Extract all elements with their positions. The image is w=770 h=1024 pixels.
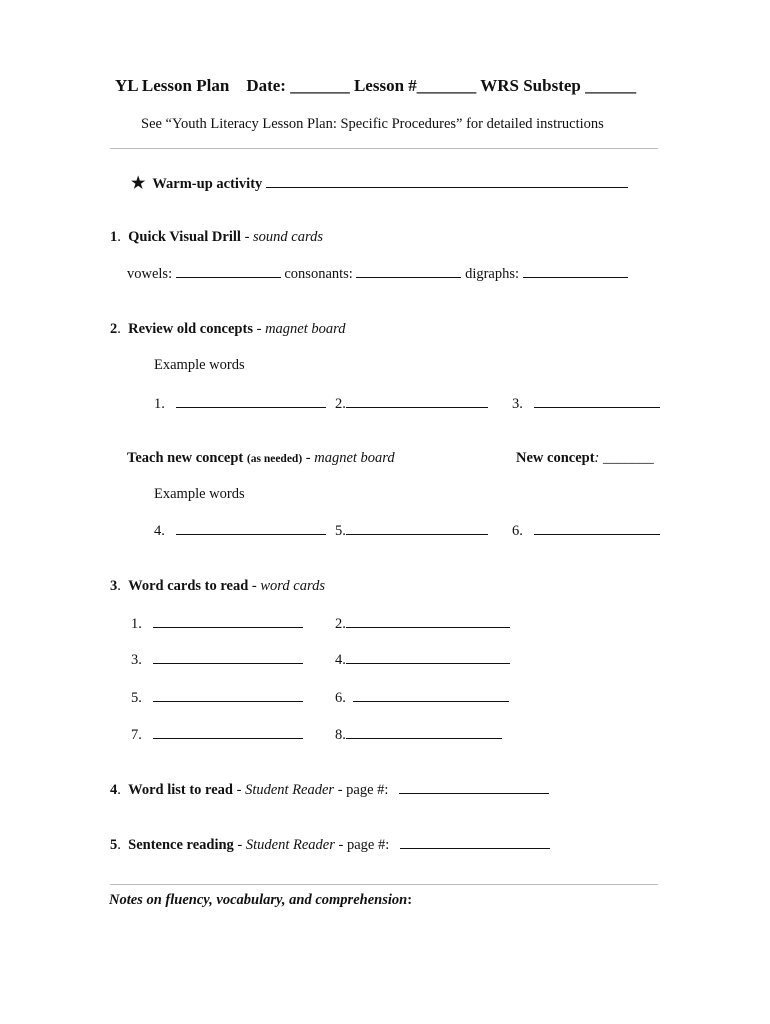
page-title-line bbox=[115, 76, 636, 96]
new-blank-4 bbox=[176, 533, 326, 535]
new-concept-label: New concept bbox=[516, 450, 595, 466]
word-card-7: 7. bbox=[131, 727, 303, 744]
section2-heading: 2. Review old concepts - magnet board bbox=[110, 321, 346, 337]
word-card-4: 4. bbox=[335, 652, 510, 669]
review-item-1: 1. bbox=[154, 396, 326, 413]
word-card-blank-7 bbox=[153, 737, 303, 739]
word-card-blank-1 bbox=[153, 626, 303, 628]
example-words-label: Example words bbox=[154, 357, 245, 373]
section5-material: Student Reader bbox=[245, 837, 335, 853]
warmup-blank bbox=[266, 186, 628, 188]
section1-title: Quick Visual Drill bbox=[128, 229, 241, 245]
consonants-label: consonants: bbox=[284, 266, 353, 282]
teach-title: Teach new concept bbox=[127, 450, 244, 466]
substep-blank: ______ bbox=[585, 76, 637, 95]
section3-material: word cards bbox=[260, 578, 325, 594]
section1-fields bbox=[127, 266, 628, 283]
new-concept-blank: _______ bbox=[603, 450, 654, 466]
word-card-blank-8 bbox=[346, 737, 502, 739]
word-card-blank-2 bbox=[346, 626, 510, 628]
review-item-3: 3. bbox=[512, 396, 660, 413]
word-card-blank-5 bbox=[153, 700, 303, 702]
word-card-1: 1. bbox=[131, 616, 303, 633]
word-card-blank-6 bbox=[353, 700, 509, 702]
section4-page-label: - page #: bbox=[334, 782, 389, 798]
vowels-label: vowels: bbox=[127, 266, 173, 282]
warmup-row bbox=[131, 173, 628, 193]
lesson-label: Lesson # bbox=[353, 76, 417, 95]
new-item-6: 6. bbox=[512, 523, 660, 540]
review-item-2: 2. bbox=[335, 396, 488, 413]
review-blank-3 bbox=[534, 406, 660, 408]
section4-number: 4 bbox=[110, 782, 118, 798]
word-card-5: 5. bbox=[131, 690, 303, 707]
notes-divider bbox=[110, 884, 658, 885]
page-subtitle: See “Youth Literacy Lesson Plan: Specific Procedures” for detailed instructions bbox=[141, 116, 604, 132]
teach-note: (as needed) bbox=[246, 453, 303, 465]
header-divider bbox=[110, 148, 658, 149]
date-blank: _______ bbox=[290, 76, 350, 95]
section1-heading: 1. Quick Visual Drill - sound cards bbox=[110, 229, 323, 245]
section2-dash: - bbox=[252, 321, 266, 337]
date-label: Date: bbox=[246, 76, 286, 95]
section5-page-blank bbox=[400, 847, 550, 849]
section1-number: 1 bbox=[110, 229, 118, 245]
word-card-blank-3 bbox=[153, 662, 303, 664]
warmup-label: Warm-up activity bbox=[152, 176, 263, 192]
section3-title: Word cards to read bbox=[128, 578, 249, 594]
page-title: YL Lesson Plan bbox=[115, 76, 230, 95]
new-concept-row: New concept: _______ bbox=[516, 450, 654, 466]
new-item-4: 4. bbox=[154, 523, 326, 540]
section1-material: sound cards bbox=[253, 229, 323, 245]
section4-material: Student Reader bbox=[245, 782, 335, 798]
section5-row: 5. Sentence reading - Student Reader - page #: bbox=[110, 837, 550, 854]
notes-heading: Notes on fluency, vocabulary, and comprehension: bbox=[109, 892, 413, 908]
section3-number: 3 bbox=[110, 578, 118, 594]
section2-title: Review old concepts bbox=[128, 321, 253, 337]
word-card-blank-4 bbox=[346, 662, 510, 664]
review-blank-1 bbox=[176, 406, 326, 408]
lesson-blank: _______ bbox=[416, 76, 477, 95]
section5-number: 5 bbox=[110, 837, 118, 853]
section4-row: 4. Word list to read - Student Reader - page #: bbox=[110, 782, 549, 799]
section4-page-blank bbox=[399, 792, 549, 794]
new-blank-5 bbox=[346, 533, 488, 535]
teach-material: magnet board bbox=[314, 450, 395, 466]
vowels-blank bbox=[176, 276, 281, 278]
section3-heading: 3. Word cards to read - word cards bbox=[110, 578, 325, 594]
section2-number: 2 bbox=[110, 321, 118, 337]
section2-material: magnet board bbox=[265, 321, 346, 337]
section3-dash: - bbox=[248, 578, 261, 594]
word-card-6: 6. bbox=[335, 690, 509, 707]
substep-label: WRS Substep bbox=[480, 76, 581, 95]
star-icon: ★ bbox=[131, 175, 146, 192]
new-blank-6 bbox=[534, 533, 660, 535]
section1-dash: - bbox=[240, 229, 254, 245]
section5-title: Sentence reading bbox=[128, 837, 234, 853]
example-words-label-2: Example words bbox=[154, 486, 245, 502]
section5-page-label: - page #: bbox=[334, 837, 390, 853]
teach-heading: Teach new concept (as needed) - magnet board bbox=[127, 450, 395, 466]
section4-title: Word list to read bbox=[128, 782, 233, 798]
word-card-3: 3. bbox=[131, 652, 303, 669]
digraphs-blank bbox=[523, 276, 628, 278]
notes-label: Notes on fluency, vocabulary, and comprehension bbox=[109, 892, 408, 908]
digraphs-label: digraphs: bbox=[465, 266, 520, 282]
consonants-blank bbox=[356, 276, 461, 278]
new-item-5: 5. bbox=[335, 523, 488, 540]
word-card-2: 2. bbox=[335, 616, 510, 633]
word-card-8: 8. bbox=[335, 727, 502, 744]
review-blank-2 bbox=[346, 406, 488, 408]
